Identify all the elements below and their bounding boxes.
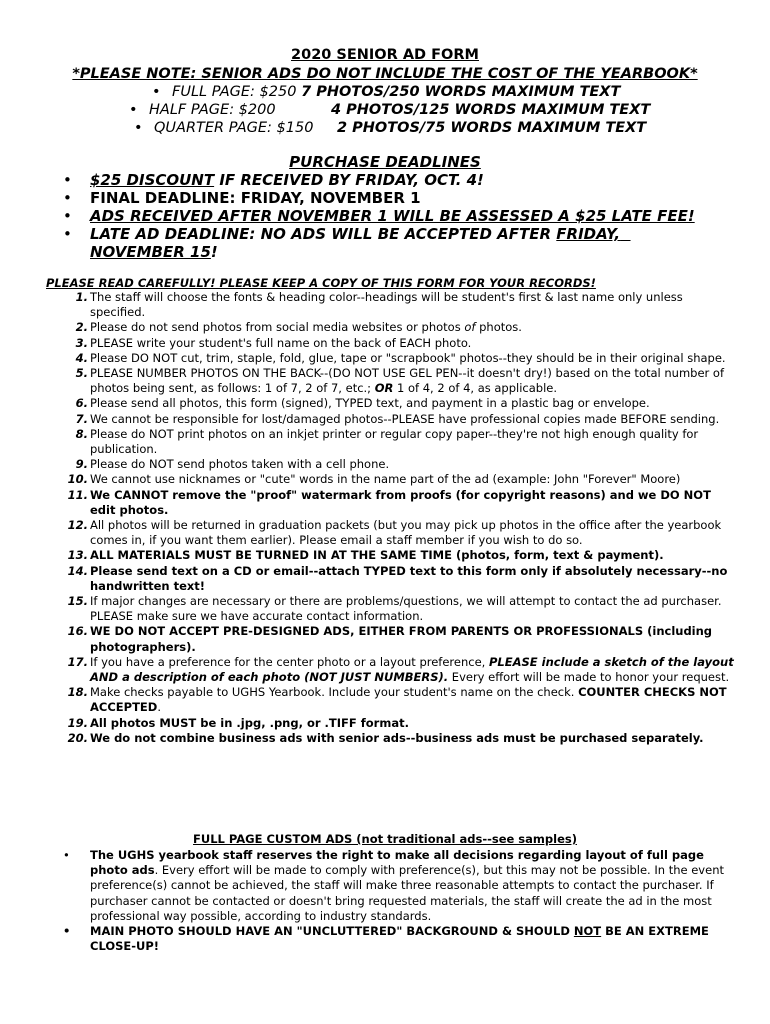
- bullet-icon: •: [63, 225, 72, 243]
- late-ad-exclaim: !: [210, 243, 218, 261]
- full-page-ads-list: [63, 848, 728, 954]
- bullet-icon: •: [152, 84, 161, 100]
- discount-amount: $25 DISCOUNT: [90, 171, 215, 189]
- list-item: 6. Please send all photos, this form (signed), TYPED text, and payment in a plastic bag or envelope.: [75, 396, 650, 411]
- full-page-ads-heading: FULL PAGE CUSTOM ADS (not traditional ads--see samples): [193, 832, 577, 846]
- late-ad-date: NOVEMBER 15: [90, 243, 211, 261]
- list-item: 10. We cannot use nicknames or "cute" words in the name part of the ad (example: John "Forever" Moore): [67, 472, 681, 487]
- price-size: FULL PAGE: $250: [172, 84, 297, 100]
- final-deadline-text: FINAL DEADLINE: FRIDAY, NOVEMBER 1: [90, 189, 421, 207]
- list-item: 9. Please do NOT send photos taken with a cell phone.: [75, 457, 390, 472]
- deadlines-title: PURCHASE DEADLINES: [289, 153, 481, 171]
- list-item: 4. Please DO NOT cut, trim, staple, fold, glue, tape or "scrapbook" photos--they should be in their original shape.: [75, 350, 726, 365]
- read-carefully-heading: PLEASE READ CAREFULLY! PLEASE KEEP A COPY OF THIS FORM FOR YOUR RECORDS!: [46, 276, 596, 290]
- price-half-page: [129, 101, 651, 119]
- list-item: 1. The staff will choose the fonts & heading color--headings will be student's first & last name only unless specified.: [75, 290, 683, 320]
- bullet-icon: •: [129, 102, 138, 118]
- late-fee-text: ADS RECEIVED AFTER NOVEMBER 1 WILL BE ASSESSED A $25 LATE FEE!: [90, 207, 695, 225]
- price-detail: 4 PHOTOS/125 WORDS MAXIMUM TEXT: [331, 102, 651, 118]
- price-size: HALF PAGE: $200: [149, 102, 276, 118]
- late-ad-text: LATE AD DEADLINE: NO ADS WILL BE ACCEPTED AFTER: [90, 225, 557, 243]
- bullet-icon: •: [63, 848, 70, 862]
- price-detail: 7 PHOTOS/250 WORDS MAXIMUM TEXT: [301, 84, 621, 100]
- list-item: 14. Please send text on a CD or email--attach TYPED text to this form only if absolutely necessary--no handwritten text!: [67, 563, 728, 593]
- bullet-icon: •: [63, 171, 72, 189]
- price-size: QUARTER PAGE: $150: [154, 120, 314, 136]
- bullet-icon: •: [63, 924, 71, 939]
- list-item: 13. ALL MATERIALS MUST BE TURNED IN AT THE SAME TIME (photos, form, text & payment).: [67, 548, 664, 563]
- list-item: 16. WE DO NOT ACCEPT PRE-DESIGNED ADS, EITHER FROM PARENTS OR PROFESSIONALS (including photographers).: [67, 624, 713, 654]
- list-item: 19. All photos MUST be in .jpg, .png, or .TIFF format.: [67, 715, 409, 730]
- list-item: 15. If major changes are necessary or there are problems/questions, we will attempt to contact the ad purchaser. PLEASE make sure we have accurate contact information.: [67, 594, 722, 624]
- bullet-icon: •: [63, 189, 72, 207]
- rules-list: [46, 290, 736, 746]
- list-item: 11. We CANNOT remove the "proof" watermark from proofs (for copyright reasons) and we DO NOT edit photos.: [67, 487, 711, 517]
- price-quarter-page: [134, 119, 647, 137]
- price-detail: 2 PHOTOS/75 WORDS MAXIMUM TEXT: [337, 120, 647, 136]
- bullet-icon: •: [63, 207, 72, 225]
- list-item: 17. If you have a preference for the center photo or a layout preference, PLEASE include a sketch of the layout AND a description of each photo (NOT JUST NUMBERS). Every effort will be made to honor your request.: [67, 654, 734, 685]
- list-item: 20. We do not combine business ads with senior ads--business ads must be purchased separately.: [67, 730, 704, 745]
- late-ad-day: FRIDAY,: [556, 225, 621, 243]
- price-full-page: [152, 83, 621, 101]
- list-item: 5. PLEASE NUMBER PHOTOS ON THE BACK--(DO NOT USE GEL PEN--it doesn't dry!) based on the total number of photos being sent, as follows: 1 of 7, 2 of 7, etc.; OR 1 of 4, 2 of 4, as applicable.: [75, 366, 725, 396]
- bullet-icon: •: [134, 120, 143, 136]
- form-title: 2020 SENIOR AD FORM: [291, 47, 479, 63]
- list-item: • MAIN PHOTO SHOULD HAVE AN "UNCLUTTERED" BACKGROUND & SHOULD NOT BE AN EXTREME CLOSE-UP!: [63, 924, 709, 954]
- discount-condition: IF RECEIVED BY FRIDAY, OCT. 4!: [214, 171, 484, 189]
- yearbook-cost-note: *PLEASE NOTE: SENIOR ADS DO NOT INCLUDE THE COST OF THE YEARBOOK*: [72, 66, 698, 82]
- list-item: 8. Please do NOT print photos on an inkjet printer or regular copy paper--they're not high enough quality for publication.: [75, 426, 699, 457]
- list-item: 7. We cannot be responsible for lost/damaged photos--PLEASE have professional copies made BEFORE sending.: [75, 411, 720, 426]
- list-item: 18. Make checks payable to UGHS Yearbook. Include your student's name on the check. COUNTER CHECKS NOT ACCEPTED.: [67, 685, 727, 715]
- list-item: 2. Please do not send photos from social media websites or photos of photos.: [75, 320, 522, 335]
- list-item: 12. All photos will be returned in graduation packets (but you may pick up photos in the office after the yearbook comes in, if you want them earlier). Please email a staff member if you wish to do so.: [67, 518, 722, 548]
- list-item: • The UGHS yearbook staff reserves the right to make all decisions regarding layout of full page photo ads. Every effort will be made to comply with preference(s), but this may not be possible. In the event preference(s) cannot be achieved, the staff will make three reasonable attempts to contact the purchaser. If purchaser cannot be contacted or doesn't bring requested materials, the staff will create the ad in the most professional way possible, according to industry standards.: [63, 848, 724, 923]
- list-item: 3. PLEASE write your student's full name on the back of EACH photo.: [75, 335, 472, 350]
